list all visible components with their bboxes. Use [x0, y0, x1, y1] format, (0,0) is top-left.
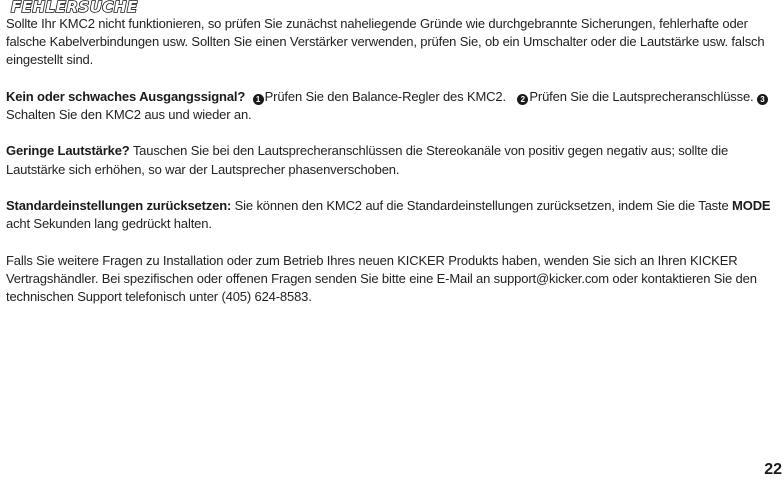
signal-paragraph [6, 88, 778, 124]
step-3-number-icon: 3 [757, 94, 768, 105]
contact-paragraph: Falls Sie weitere Fragen zu Installation oder zum Betrieb Ihres neuen KICKER Produkts haben, wenden Sie sich an Ihren KICKER Vertragshändler. Bei spezifischen oder offenen Fragen senden Sie bitte eine E-Mail an support@kicker.com oder kontaktieren Sie den technischen Support telefonisch unter (405) 624-8583. [6, 252, 757, 304]
intro-paragraph: Sollte Ihr KMC2 nicht funktionieren, so prüfen Sie zunächst naheliegende Gründe wie durchgebrannte Sicherungen, fehlerhafte oder falsche Kabelverbindungen usw. Sollten Sie einen Verstärker verwenden, prüfen Sie, ob ein Umschalter oder die Lautstärke usw. falsch eingestellt sind. [6, 16, 765, 68]
mode-key-label: MODE [732, 197, 771, 213]
step-2-number-icon: 2 [517, 94, 528, 105]
page-number: 22 [764, 461, 782, 478]
volume-title: Geringe Lautstärke? [6, 143, 130, 159]
troubleshooting-content [6, 15, 778, 324]
reset-text-before: Sie können den KMC2 auf die Standardeinstellungen zurücksetzen, indem Sie die Taste [234, 197, 729, 213]
step-1-number-icon: 1 [253, 94, 264, 105]
reset-title: Standardeinstellungen zurücksetzen: [6, 197, 232, 213]
step-1-text: Prüfen Sie den Balance-Regler des KMC2. [264, 88, 506, 104]
volume-text: Tauschen Sie bei den Lautsprecheranschlüssen die Stereokanäle von positiv gegen negativ aus; sollte die Lautstärke sich erhöhen, so war der Lautsprecher phasenverschoben. [6, 143, 729, 177]
volume-paragraph [6, 142, 778, 178]
section-heading: FEHLERSUCHE [11, 0, 138, 16]
reset-text-after: acht Sekunden lang gedrückt halten. [6, 216, 212, 232]
reset-paragraph [6, 197, 778, 233]
step-3-text: Schalten Sie den KMC2 aus und wieder an. [6, 107, 252, 122]
signal-title: Kein oder schwaches Ausgangssignal? [6, 88, 246, 104]
step-2-text: Prüfen Sie die Lautsprecheranschlüsse. [529, 88, 754, 104]
